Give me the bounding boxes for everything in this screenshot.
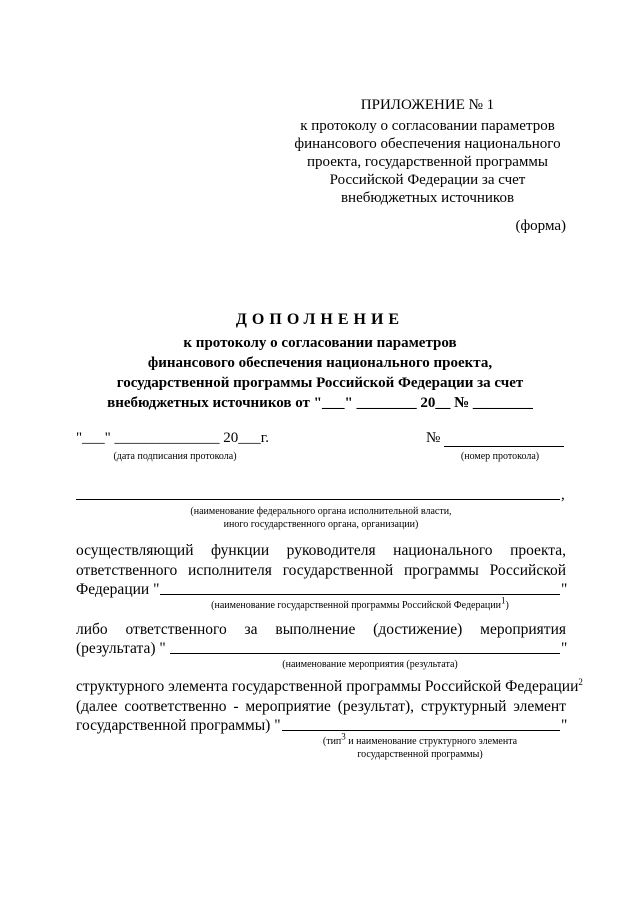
protocol-date-caption: (дата подписания протокола) [113,451,237,462]
para1-line2: ответственного исполнителя государственной программы Российской [76,562,566,579]
organ-trailing-comma: , [561,487,565,503]
para1-line3-suffix: " [561,581,568,598]
program-name-caption [170,595,550,612]
para3-line2: (далее соответственно - мероприятие (результат), структурный элемент [76,698,566,715]
para3-line1-text: структурного элемента государственной программы Российской Федерации [76,678,579,695]
program-caption-text: (наименование государственной программы Российской Федерации [211,600,501,611]
appendix-title: ПРИЛОЖЕНИЕ № 1 [360,97,495,113]
para1-line3-prefix: Федерации " [76,581,160,598]
appendix-line: к протоколу о согласовании параметров [300,118,555,134]
subtitle-line: финансового обеспечения национального проекта, [147,355,493,371]
organ-name-line [76,499,560,500]
organ-caption-line: иного государственного органа, организации) [223,519,419,530]
form-label: (форма) [515,218,566,234]
appendix-line: проекта, государственной программы [307,154,548,170]
protocol-number-caption: (номер протокола) [460,451,540,462]
para3-line3-prefix: государственной программы) " [76,717,281,734]
structural-caption-line: государственной программы) [357,749,483,760]
para2-line1: либо ответственного за выполнение (достижение) мероприятия [76,621,566,638]
para2-line2-suffix: " [561,640,568,657]
organ-caption [76,505,566,531]
document-title: ДОПОЛНЕНИЕ [235,311,405,328]
structural-caption-b: и наименование структурного элемента [345,736,518,747]
footnote-marker: 2 [578,676,583,687]
structural-caption-a: (тип [322,736,342,747]
subtitle-line: государственной программы Российской Федерации за счет [116,375,524,391]
para1-line1: осуществляющий функции руководителя национального проекта, [76,542,566,559]
para3-line3-suffix: " [561,717,568,734]
structural-caption-line [300,731,540,748]
document-subtitle [0,333,640,413]
protocol-number-line [444,446,564,447]
measure-name-line [170,653,560,654]
para2-line2-prefix: (результата) " [76,640,166,657]
footnote-marker: 1 [500,595,506,606]
program-caption-end: ) [505,600,509,611]
protocol-date-field: "___" ______________ 20___г. [76,430,269,446]
organ-caption-line: (наименование федерального органа исполнительной власти, [190,506,452,517]
appendix-header [290,96,565,207]
subtitle-line: к протоколу о согласовании параметров [183,335,457,351]
appendix-line: финансового обеспечения национального [294,136,561,152]
appendix-line: внебюджетных источников [340,190,515,206]
protocol-number-sign: № [426,430,441,446]
structural-element-line [282,730,560,731]
footnote-marker: 3 [341,731,346,742]
structural-element-caption [300,731,540,761]
appendix-line: Российской Федерации за счет [329,172,526,188]
subtitle-line: внебюджетных источников от "___" ________ 20__ № ________ [107,395,533,411]
para3-line1 [76,676,583,697]
measure-name-caption: (наименование мероприятия (результата) [282,659,458,670]
